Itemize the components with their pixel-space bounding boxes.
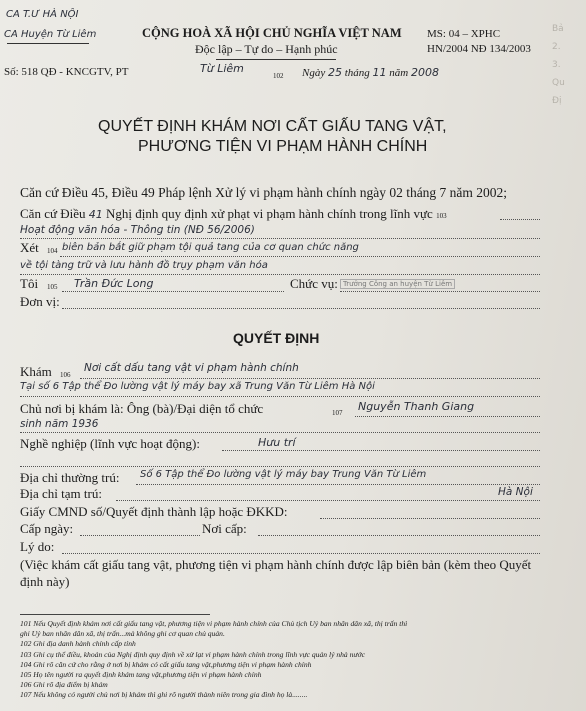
issue-date-label: Cấp ngày: — [20, 521, 74, 536]
search-note: 106 — [60, 371, 71, 379]
decree-dots — [500, 219, 540, 220]
owner-note: 107 — [332, 409, 343, 417]
bleed-through-text: Bả 2. 3. Qu Đị — [552, 24, 565, 106]
day-value: 25 — [327, 66, 342, 79]
id-label: Giấy CMND số/Quyết định thành lập hoặc ĐKKD: — [20, 504, 288, 519]
decree-field-line — [20, 238, 540, 239]
decree-prefix: Căn cứ Điều — [20, 206, 86, 221]
year-value: 2008 — [411, 66, 439, 79]
org-line-1: CA T.Ư HÀ NỘI — [6, 9, 79, 20]
id-dots — [320, 518, 540, 519]
procedure-note: (Việc khám cất giấu tang vật, phương tiện vi phạm hành chính được lập biên bản (kèm theo Quyết định này) — [20, 557, 532, 589]
place-note: 102 — [273, 72, 284, 80]
footnote-106: 106 Ghi rõ địa điểm bị khám — [20, 680, 108, 690]
review-prefix: Xét — [20, 240, 39, 255]
org-underline — [7, 43, 89, 44]
temp-address-label: Địa chỉ tạm trú: — [20, 486, 102, 501]
review-line-1-dots — [60, 256, 540, 257]
search-dots-1 — [80, 378, 540, 379]
perm-address-dots — [136, 484, 540, 485]
date-line — [302, 66, 439, 79]
perm-address-label: Địa chỉ thường trú: — [20, 470, 120, 485]
footnote-105: 105 Họ tên người ra quyết định khám tang vật,phương tiện vi phạm hành chính — [20, 670, 262, 680]
position-stamp: Trưởng Công an huyện Từ Liêm — [340, 279, 455, 289]
form-reference: HN/2004 NĐ 134/2003 — [427, 43, 531, 55]
owner-label: Chủ nơi bị khám là: Ông (bà)/Đại diện tổ chức — [20, 401, 264, 416]
basis-law: Căn cứ Điều 45, Điều 49 Pháp lệnh Xử lý vi phạm hành chính ngày 02 tháng 7 năm 2002; — [20, 185, 508, 200]
footnote-rule — [20, 614, 210, 615]
nation-name: CỘNG HOÀ XÃ HỘI CHỦ NGHĨA VIỆT NAM — [142, 26, 402, 40]
temp-address-value: Hà Nội — [498, 486, 533, 498]
decree-field: Hoạt động văn hóa - Thông tin (NĐ 56/2006) — [20, 224, 255, 236]
position-label: Chức vụ: — [290, 276, 338, 291]
footnote-101-cont: ghi Uỷ ban nhân dân xã, thị trấn...mà không ghi cơ quan chủ quản. — [20, 629, 225, 639]
review-note: 104 — [47, 247, 58, 255]
form-code: MS: 04 – XPHC — [427, 28, 501, 40]
me-name-dots — [62, 291, 284, 292]
unit-label: Đơn vị: — [20, 294, 60, 309]
me-note: 105 — [47, 283, 58, 291]
temp-address-dots — [116, 500, 540, 501]
me-prefix: Tôi — [20, 276, 39, 291]
owner-birth-dots — [20, 432, 540, 433]
review-line-2: về tội tàng trữ và lưu hành đồ trụy phạm văn hóa — [20, 260, 268, 271]
job-label: Nghề nghiệp (lĩnh vực hoạt động): — [20, 436, 200, 451]
review-line-1: biên bản bắt giữ phạm tội quả tang của cơ quan chức năng — [62, 242, 359, 253]
title-line-1: QUYẾT ĐỊNH KHÁM NƠI CẤT GIẤU TANG VẬT, — [98, 118, 447, 135]
me-name: Trần Đức Long — [74, 277, 154, 290]
title-line-2: PHƯƠNG TIỆN VI PHẠM HÀNH CHÍNH — [138, 138, 428, 155]
job-value: Hưu trí — [258, 436, 296, 449]
search-value-1: Nơi cất dấu tang vật vi phạm hành chính — [84, 362, 299, 374]
decree-note: 103 — [436, 212, 447, 220]
month-prefix: tháng — [344, 67, 370, 79]
review-line-2-dots — [20, 274, 540, 275]
motto-underline — [216, 59, 336, 60]
perm-address-value: Số 6 Tập thể Đo lường vật lý máy bay Trung Văn Từ Liêm — [140, 469, 427, 480]
reason-label: Lý do: — [20, 539, 55, 554]
day-prefix: Ngày — [302, 67, 326, 79]
search-value-2: Tại số 6 Tập thể Đo lường vật lý máy bay xã Trung Văn Từ Liêm Hà Nội — [20, 381, 375, 392]
issue-place-dots — [258, 535, 540, 536]
job-dots — [222, 450, 540, 451]
footnote-104: 104 Ghi rõ căn cứ cho rằng ở nơi bị khám có cất giấu tang vật,phương tiện vi phạm hành chính — [20, 659, 312, 669]
footnote-107: 107 Nếu không có người chủ nơi bị khám thì ghi rõ người thành niên trong gia đình họ là........ — [20, 690, 308, 700]
org-line-2: CA Huyện Từ Liêm — [4, 29, 97, 40]
decision-heading: QUYẾT ĐỊNH — [233, 330, 320, 346]
owner-value: Nguyễn Thanh Giang — [358, 400, 475, 413]
search-dots-2 — [20, 396, 540, 397]
year-prefix: năm — [389, 67, 409, 79]
footnotes — [20, 619, 576, 701]
search-label: Khám — [20, 364, 52, 379]
footnote-102: 102 Ghi địa danh hành chính cấp tỉnh — [20, 639, 136, 649]
issue-place-label: Nơi cấp: — [202, 521, 247, 536]
decree-article: 41 — [88, 208, 103, 221]
motto: Độc lập – Tự do – Hạnh phúc — [195, 42, 338, 56]
job-extra-dots — [20, 466, 540, 467]
month-value: 11 — [372, 66, 387, 79]
decree-text: Nghị định quy định xử phạt vi phạm hành chính trong lĩnh vực — [106, 206, 433, 221]
footnote-101: 101 Nếu Quyết định khám nơi cất giấu tang vật, phương tiện vi phạm hành chính của Chủ tịch Uỷ ban nhân dân xã, thị trấn thì — [20, 619, 408, 628]
footnote-103: 103 Ghi cụ thể điều, khoản của Nghị định quy định về xử lạt vi phạm hành chính trong lĩnh vực quản lý nhà nước — [20, 649, 365, 659]
owner-birth: sinh năm 1936 — [20, 418, 99, 430]
owner-dots — [355, 416, 540, 417]
position-dots — [340, 291, 540, 292]
issue-date-dots — [80, 535, 200, 536]
place-name: Từ Liêm — [200, 62, 244, 75]
unit-dots — [62, 308, 540, 309]
reason-dots — [62, 553, 540, 554]
basis-decree — [20, 206, 447, 222]
decision-number: Số: 518 QĐ - KNCGTV, PT — [4, 66, 129, 78]
